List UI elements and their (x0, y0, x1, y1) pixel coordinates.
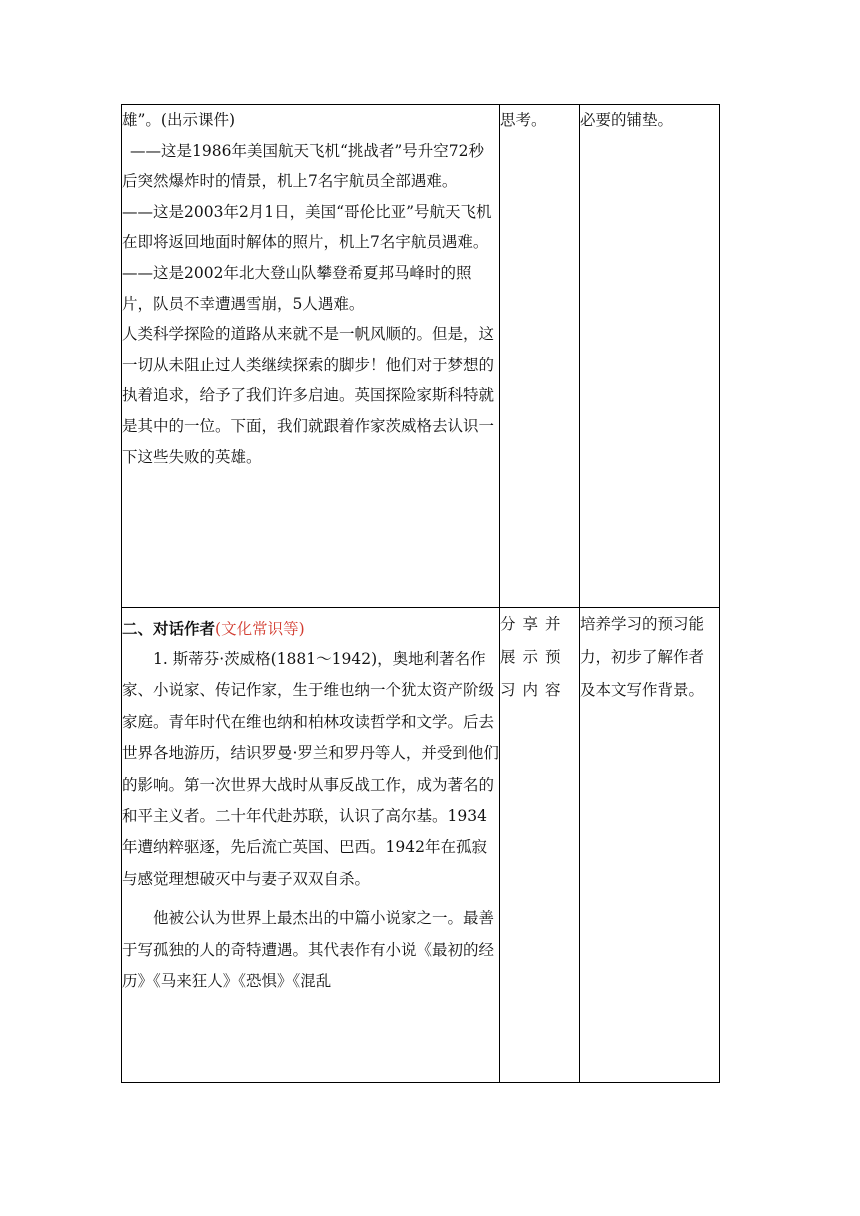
lesson-plan-table (121, 104, 720, 1083)
design-purpose-cell (580, 105, 720, 608)
design-purpose-text: 培养学习的预习能力，初步了解作者及本文写作背景。 (580, 615, 705, 699)
student-activity-text: 思考。 (500, 111, 547, 129)
content-paragraph: ——这是2003年2月1日，美国“哥伦比亚”号航天飞机在即将返回地面时解体的照片，机上7名宇航员遇难。 (122, 202, 492, 252)
content-paragraph: ——这是2002年北大登山队攀登希夏邦马峰时的照片，队员不幸遭遇雪崩，5人遇难。 (122, 263, 472, 313)
student-activity-cell (500, 105, 580, 608)
section-heading (122, 614, 499, 644)
section-title: 二、对话作者 (122, 620, 216, 638)
student-activity-text: 分享并展示预习内容 (500, 615, 568, 699)
section-note: (文化常识等) (215, 620, 305, 638)
author-works-paragraph: 他被公认为世界上最杰出的中篇小说家之一。最善于写孤独的人的奇特遭遇。其代表作有小说《最初的经历》《马来狂人》《恐惧》《混乱 (122, 909, 495, 991)
table-row (122, 608, 720, 1083)
teaching-content-cell (122, 608, 500, 1083)
teaching-content-cell (122, 105, 500, 608)
author-bio-paragraph: 1. 斯蒂芬·茨威格(1881～1942)，奥地利著名作家、小说家、传记作家，生于维也纳一个犹太资产阶级家庭。青年时代在维也纳和柏林攻读哲学和文学。后去世界各地游历，结识罗曼·罗兰和罗丹等人，并受到他们的影响。第一次世界大战时从事反战工作，成为著名的和平主义者。二十年代赴苏联，认识了高尔基。1934年遭纳粹驱逐，先后流亡英国、巴西。1942年在孤寂与感觉理想破灭中与妻子双双自杀。 (122, 650, 499, 888)
design-purpose-cell (580, 608, 720, 1083)
design-purpose-text: 必要的铺垫。 (580, 111, 674, 129)
content-paragraph: ——这是1986年美国航天飞机“挑战者”号升空72秒后突然爆炸时的情景，机上7名宇航员全部遇难。 (122, 141, 485, 191)
table-row (122, 105, 720, 608)
content-paragraph: 人类科学探险的道路从来就不是一帆风顺的。但是，这一切从未阻止过人类继续探索的脚步！他们对于梦想的执着追求，给予了我们许多启迪。英国探险家斯科特就是其中的一位。下面，我们就跟着作家茨威格去认识一下这些失败的英雄。 (122, 325, 495, 466)
student-activity-cell (500, 608, 580, 1083)
content-paragraph: 雄”。(出示课件) (122, 111, 236, 129)
